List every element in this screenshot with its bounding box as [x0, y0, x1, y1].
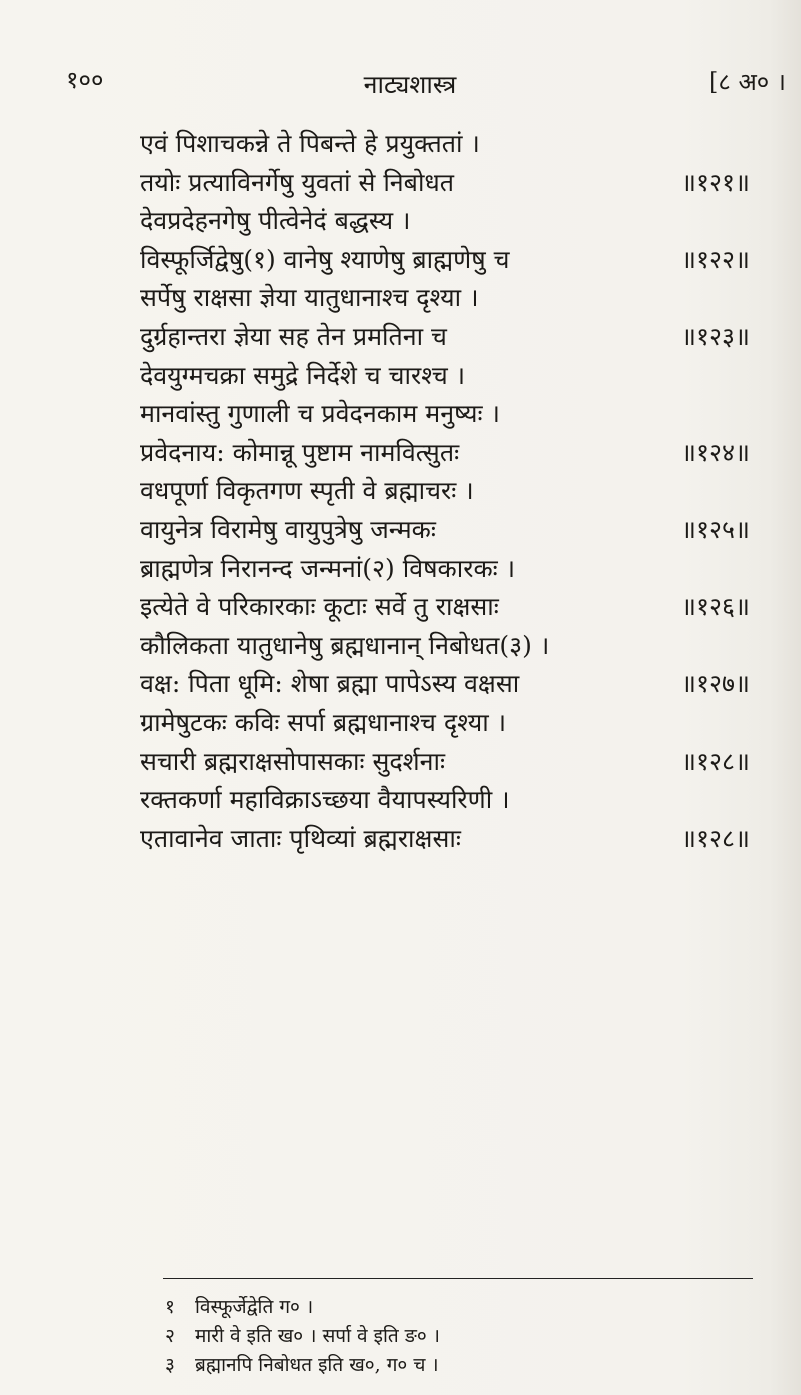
footnote-number: १ — [165, 1296, 175, 1318]
footnotes — [165, 1293, 725, 1380]
verse-text: वक्ष: पिता धूमि: शेषा ब्रह्मा पापेऽस्य वक्षसा — [140, 669, 520, 699]
verse-text: देवप्रदेहनगेषु पीत्वेनेदं बद्धस्य । — [140, 206, 411, 236]
verse-line — [140, 318, 750, 357]
verse-text: एतावानेव जाताः पृथिव्यां ब्रह्मराक्षसाः — [140, 823, 461, 853]
verse-line — [140, 627, 740, 666]
verse-number: ॥१२६॥ — [681, 592, 750, 622]
verse-text: तयोः प्रत्याविनर्गेषु युवतां से निबोधत — [140, 167, 455, 197]
verse-number: ॥१२४॥ — [681, 437, 750, 467]
verse-line — [140, 125, 740, 164]
page-number: १०० — [66, 66, 104, 94]
verse-text: ग्रामेषुटकः कविः सर्पा ब्रह्मधानाश्च दृश्या । — [140, 707, 507, 737]
footnote-text: विस्फूर्जेद्वेति ग० । — [195, 1296, 314, 1318]
section-reference: [८ अ० । — [708, 68, 786, 96]
footnote-number: २ — [165, 1325, 175, 1347]
footnote — [165, 1322, 725, 1351]
verse-text: ब्राह्मणेत्र निरानन्द जन्मनां(२) विषकारकः । — [140, 553, 516, 583]
verse-line — [140, 241, 750, 280]
verse-line — [140, 781, 740, 820]
verse-text: दुर्ग्रहान्तरा ज्ञेया सह तेन प्रमतिना च — [140, 321, 447, 351]
footnote — [165, 1351, 725, 1380]
verse-text: देवयुग्मचक्रा समुद्रे निर्देशे च चारश्च । — [140, 360, 466, 390]
verse-line — [140, 665, 750, 704]
verse-line — [140, 395, 740, 434]
verse-block — [140, 125, 750, 858]
verse-text: विस्फूर्जिद्वेषु(१) वानेषु श्याणेषु ब्राह्मणेषु च — [140, 244, 510, 274]
verse-line — [140, 511, 750, 550]
verse-line — [140, 357, 740, 396]
footnote — [165, 1293, 725, 1322]
verse-line — [140, 743, 750, 782]
verse-text: एवं पिशाचकन्ने ते पिबन्ते हे प्रयुक्ततां । — [140, 129, 480, 158]
verse-line — [140, 164, 750, 203]
page-header — [0, 55, 801, 105]
verse-number: ॥१२८॥ — [681, 823, 750, 853]
verse-text: सर्पेषु राक्षसा ज्ञेया यातुधानाश्च दृश्या । — [140, 283, 479, 313]
verse-text: मानवांस्तु गुणाली च प्रवेदनकाम मनुष्यः । — [140, 399, 500, 429]
verse-text: रक्तकर्णा महाविक्राऽच्छया वैयापस्यरिणी । — [140, 785, 510, 815]
verse-number: ॥१२८॥ — [681, 746, 750, 776]
running-title: नाट्यशास्त्र — [363, 70, 457, 99]
verse-text: इत्येते वे परिकारकाः कूटाः सर्वे तु राक्षसाः — [140, 592, 499, 622]
verse-number: ॥१२१॥ — [681, 167, 750, 197]
verse-text: वायुनेत्र विरामेषु वायुपुत्रेषु जन्मकः — [140, 514, 436, 544]
verse-line — [140, 550, 740, 589]
footnote-rule — [163, 1278, 753, 1279]
footnote-text: ब्रह्मानपि निबोधत इति ख०, ग० च । — [195, 1354, 439, 1376]
verse-number: ॥१२२॥ — [681, 244, 750, 274]
verse-line — [140, 588, 750, 627]
verse-line — [140, 434, 750, 473]
footnote-text: मारी वे इति ख० । सर्पा वे इति ङ० । — [195, 1325, 440, 1347]
verse-line — [140, 202, 740, 241]
verse-number: ॥१२७॥ — [681, 669, 750, 699]
verse-text: प्रवेदनाय: कोमान्नू पुष्टाम नामवित्सुतः — [140, 437, 460, 467]
verse-text: सचारी ब्रह्मराक्षसोपासकाः सुदर्शनाः — [140, 746, 446, 776]
verse-text: कौलिकता यातुधानेषु ब्रह्मधानान् निबोधत(३) । — [140, 630, 550, 660]
verse-line — [140, 472, 740, 511]
verse-line — [140, 279, 740, 318]
footnote-number: ३ — [165, 1354, 175, 1376]
verse-number: ॥१२५॥ — [681, 514, 750, 544]
verse-number: ॥१२३॥ — [681, 321, 750, 351]
verse-line — [140, 820, 750, 859]
verse-line — [140, 704, 740, 743]
verse-text: वधपूर्णा विकृतगण स्पृती वे ब्रह्माचरः । — [140, 476, 474, 506]
